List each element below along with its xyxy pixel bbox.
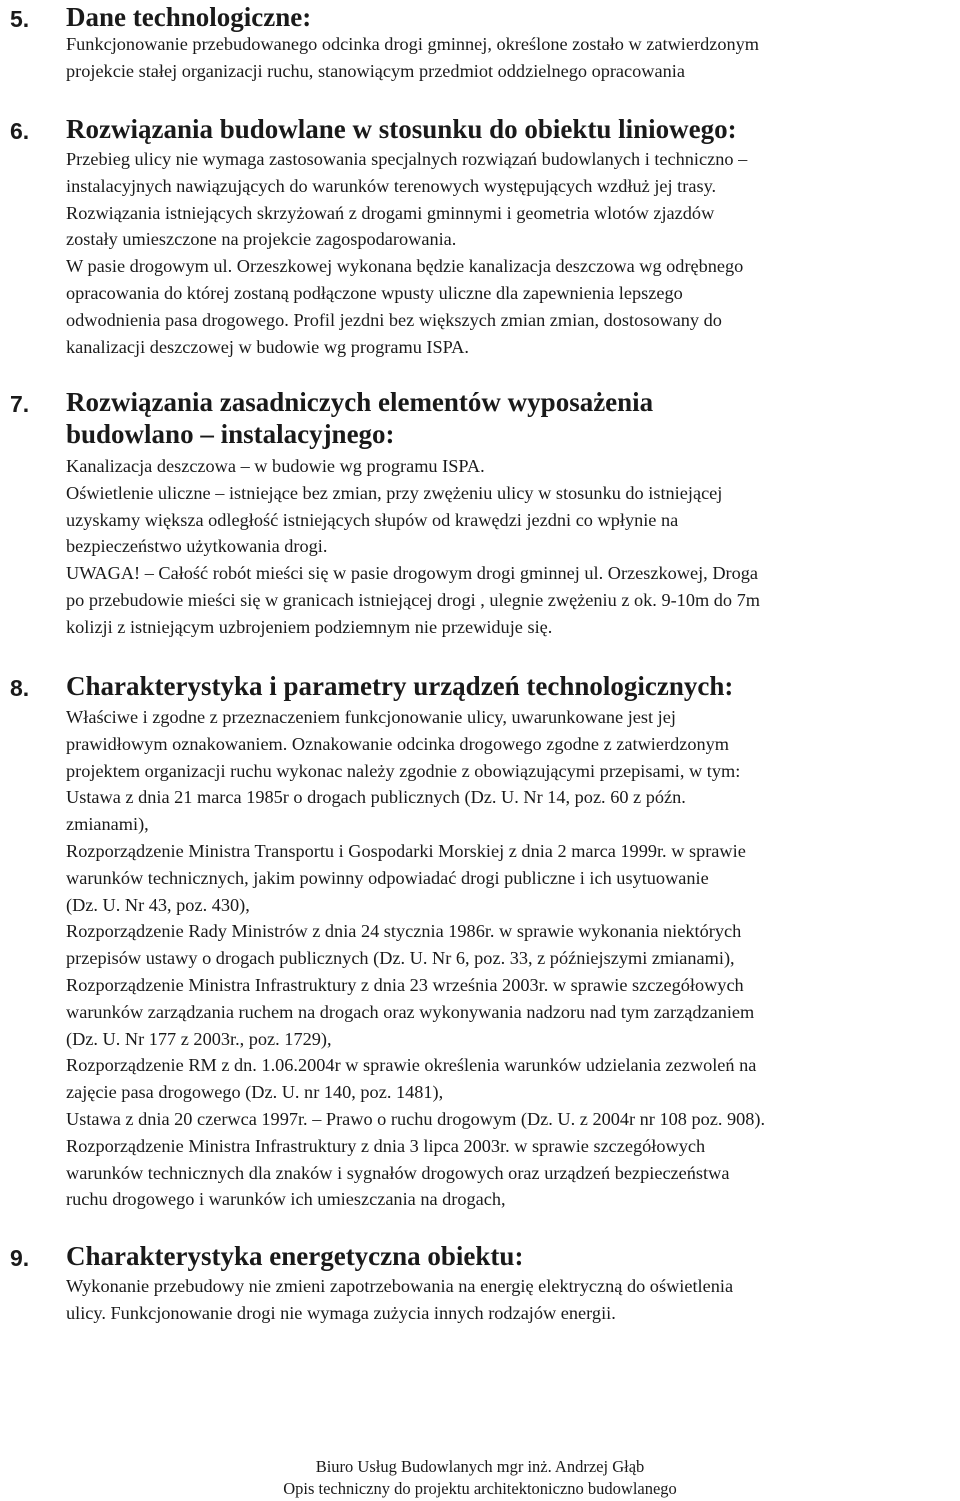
heading-line: Rozwiązania budowlane w stosunku do obiektu liniowego:: [66, 114, 737, 144]
text-line: Rozporządzenie RM z dn. 1.06.2004r w sprawie określenia warunków udzielania zezwoleń na: [66, 1055, 757, 1076]
text-line: przepisów ustawy o drogach publicznych (Dz. U. Nr 6, poz. 33, z późniejszymi zmianami),: [66, 948, 735, 969]
section-body: [66, 453, 958, 641]
section-heading: [66, 670, 956, 702]
text-line: odwodnienia pasa drogowego. Profil jezdni bez większych zmian zmian, dostosowany do: [66, 309, 722, 330]
text-line: Właściwe i zgodne z przeznaczeniem funkcjonowanie ulicy, uwarunkowane jest jej: [66, 707, 676, 727]
text-line: zmianami),: [66, 814, 149, 835]
text-line: Rozporządzenie Rady Ministrów z dnia 24 stycznia 1986r. w sprawie wykonania niektórych: [66, 921, 742, 942]
text-line: projektem organizacji ruchu wykonac należy zgodnie z obowiązującymi przepisami, w tym:: [66, 760, 741, 781]
heading-line: Charakterystyka energetyczna obiektu:: [66, 1241, 524, 1271]
text-line: Rozwiązania istniejących skrzyżowań z drogami gminnymi i geometria wlotów zjazdów: [66, 202, 715, 223]
text-line: kolizji z istniejącym uzbrojeniem podziemnym nie przewiduje się.: [66, 616, 553, 637]
heading-line: Dane technologiczne:: [66, 2, 312, 32]
section-body: [66, 1273, 958, 1327]
text-line: prawidłowym oznakowaniem. Oznakowanie odcinka drogowego zgodne z zatwierdzonym: [66, 733, 729, 754]
text-line: instalacyjnych nawiązujących do warunków terenowych występujących wzdłuż jej trasy.: [66, 175, 717, 196]
text-line: bezpieczeństwo użytkowania drogi.: [66, 536, 328, 557]
text-line: Przebieg ulicy nie wymaga zastosowania specjalnych rozwiązań budowlanych i techniczno –: [66, 149, 748, 169]
section-number: 7.: [10, 391, 30, 417]
text-line: Kanalizacja deszczowa – w budowie wg programu ISPA.: [66, 456, 485, 476]
text-line: zajęcie pasa drogowego (Dz. U. nr 140, poz. 1481),: [66, 1082, 444, 1103]
footer-company: Biuro Usług Budowlanych mgr inż. Andrzej Głąb: [315, 1457, 645, 1476]
text-line: opracowania do której zostaną podłączone wpusty uliczne dla zapewnienia lepszego: [66, 282, 683, 303]
text-line: Wykonanie przebudowy nie zmieni zapotrzebowania na energię elektryczną do oświetlenia: [66, 1276, 734, 1296]
text-line: ruchu drogowego i warunków ich umieszczania na drogach,: [66, 1189, 506, 1210]
page-footer: [0, 1456, 960, 1500]
heading-line: Charakterystyka i parametry urządzeń technologicznych:: [66, 671, 734, 701]
text-line: Rozporządzenie Ministra Infrastruktury z dnia 23 września 2003r. w sprawie szczegółowych: [66, 974, 744, 995]
section-body: [66, 704, 958, 1213]
text-line: ulicy. Funkcjonowanie drogi nie wymaga zużycia innych rodzajów energii.: [66, 1302, 616, 1323]
section-number: 8.: [10, 675, 30, 701]
section-number: 5.: [10, 6, 30, 32]
heading-line: budowlano – instalacyjnego:: [66, 419, 395, 449]
text-line: uzyskamy większa odległość istniejących słupów od krawędzi jezdni co wpłynie na: [66, 509, 679, 530]
section-body: [66, 146, 958, 360]
section-body: [66, 31, 958, 85]
section-number: 9.: [10, 1245, 30, 1271]
text-line: Ustawa z dnia 21 marca 1985r o drogach publicznych (Dz. U. Nr 14, poz. 60 z późn.: [66, 787, 686, 808]
text-line: UWAGA! – Całość robót mieści się w pasie drogowym drogi gminnej ul. Orzeszkowej, Droga: [66, 563, 758, 584]
text-line: warunków technicznych dla znaków i sygnałów drogowych oraz urządzeń bezpieczeństwa: [66, 1162, 730, 1183]
text-line: kanalizacji deszczowej w budowie wg programu ISPA.: [66, 336, 469, 357]
text-line: zostały umieszczone na projekcie zagospodarowania.: [66, 229, 457, 250]
text-line: warunków technicznych, jakim powinny odpowiadać drogi publiczne i ich usytuowanie: [66, 867, 709, 888]
text-line: (Dz. U. Nr 43, poz. 430),: [66, 894, 250, 915]
text-line: warunków zarządzania ruchem na drogach oraz wykonywania nadzoru nad tym zarządzaniem: [66, 1001, 755, 1022]
text-line: Rozporządzenie Ministra Transportu i Gospodarki Morskiej z dnia 2 marca 1999r. w sprawie: [66, 840, 746, 861]
text-line: (Dz. U. Nr 177 z 2003r., poz. 1729),: [66, 1028, 332, 1049]
section-heading: [66, 1240, 956, 1272]
footer-document-title: Opis techniczny do projektu architektoniczno budowlanego: [283, 1479, 677, 1498]
text-line: po przebudowie mieści się w granicach istniejącej drogi , ulegnie zwężeniu z ok. 9-10m do 7m: [66, 589, 760, 610]
section-heading: [66, 1, 956, 33]
text-line: Ustawa z dnia 20 czerwca 1997r. – Prawo o ruchu drogowym (Dz. U. z 2004r nr 108 poz. 908).: [66, 1108, 766, 1129]
text-line: Rozporządzenie Ministra Infrastruktury z dnia 3 lipca 2003r. w sprawie szczegółowych: [66, 1135, 706, 1156]
heading-line: Rozwiązania zasadniczych elementów wyposażenia: [66, 387, 654, 417]
section-heading: [66, 113, 956, 145]
text-line: projekcie stałej organizacji ruchu, stanowiącym przedmiot oddzielnego opracowania: [66, 60, 685, 81]
text-line: Funkcjonowanie przebudowanego odcinka drogi gminnej, określone zostało w zatwierdzonym: [66, 34, 759, 54]
text-line: W pasie drogowym ul. Orzeszkowej wykonana będzie kanalizacja deszczowa wg odrębnego: [66, 256, 744, 277]
text-line: Oświetlenie uliczne – istniejące bez zmian, przy zwężeniu ulicy w stosunku do istniejącej: [66, 482, 723, 503]
section-heading: [66, 386, 956, 450]
section-number: 6.: [10, 118, 30, 144]
